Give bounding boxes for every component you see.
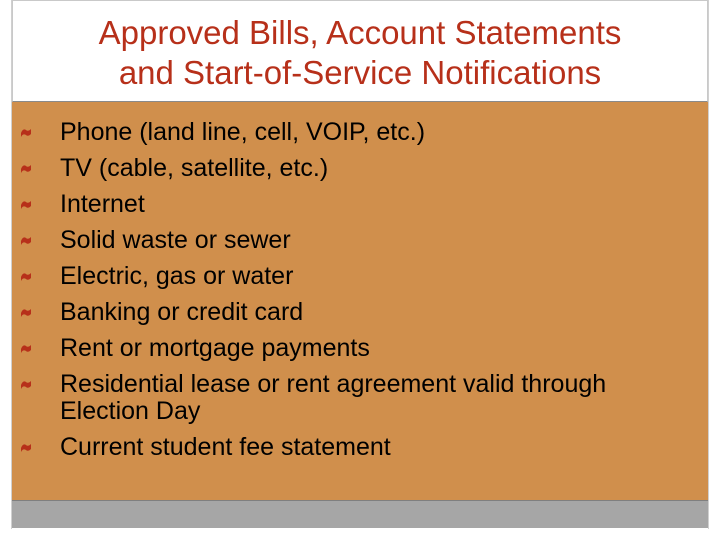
bullet-item-phone	[12, 119, 708, 146]
scroll-bullet-icon	[20, 163, 32, 175]
bullet-item-rent	[12, 335, 708, 362]
slide-title	[13, 1, 707, 93]
scroll-bullet-icon	[20, 199, 32, 211]
slide-title-line-2: and Start-of-Service Notifications	[118, 54, 602, 91]
footer-bar	[12, 500, 708, 528]
bullet-text: Rent or mortgage payments	[60, 334, 370, 362]
bullet-text: Solid waste or sewer	[60, 226, 291, 254]
scroll-bullet-icon	[20, 307, 32, 319]
bullet-text: Internet	[60, 190, 145, 218]
bullet-item-internet	[12, 191, 708, 218]
bullet-list	[12, 102, 708, 461]
bullet-item-solid-waste	[12, 227, 708, 254]
bullet-text: Banking or credit card	[60, 298, 304, 326]
bullet-item-lease	[12, 371, 708, 425]
bullet-item-tv	[12, 155, 708, 182]
scroll-bullet-icon	[20, 379, 32, 391]
content-area	[12, 102, 708, 500]
bullet-item-utilities	[12, 263, 708, 290]
scroll-bullet-icon	[20, 343, 32, 355]
bullet-text: Current student fee statement	[60, 433, 391, 461]
bullet-text: Electric, gas or water	[60, 262, 294, 290]
bullet-text: Phone (land line, cell, VOIP, etc.)	[60, 118, 426, 146]
bullet-item-banking	[12, 299, 708, 326]
scroll-bullet-icon	[20, 235, 32, 247]
bullet-item-student-fee	[12, 434, 708, 461]
slide-title-line-1: Approved Bills, Account Statements	[98, 14, 622, 51]
scroll-bullet-icon	[20, 127, 32, 139]
scroll-bullet-icon	[20, 442, 32, 454]
bullet-text: Residential lease or rent agreement valid through Election Day	[60, 370, 607, 425]
scroll-bullet-icon	[20, 271, 32, 283]
bullet-text: TV (cable, satellite, etc.)	[60, 154, 329, 182]
title-area	[12, 0, 708, 102]
